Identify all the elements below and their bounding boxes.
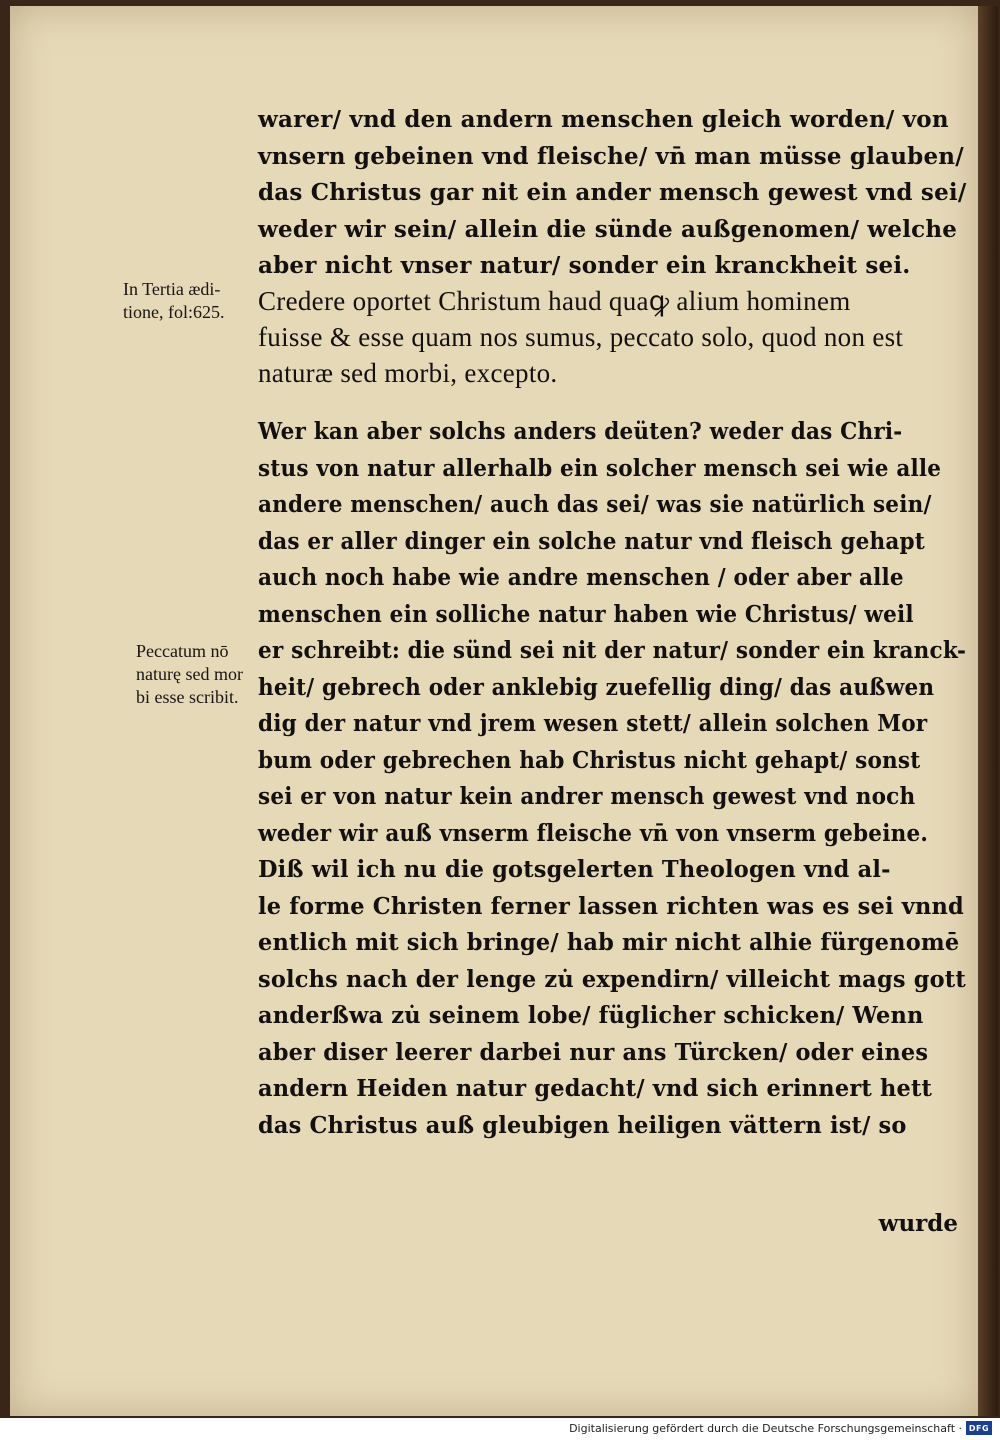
text-line: le forme Christen ferner lassen richten was es sei vnnd	[258, 892, 964, 920]
text-line: sei er von natur kein andrer mensch gewest vnd noch	[258, 783, 916, 810]
text-line: Credere oportet Christum haud quaꝙ alium hominem	[258, 286, 851, 316]
text-line: das Christus gar nit ein ander mensch gewest vnd sei/	[258, 179, 967, 206]
text-line: das Christus auß gleubigen heiligen vättern ist/ so	[258, 1111, 907, 1139]
marginal-note-line: bi esse scribit.	[136, 687, 239, 707]
marginal-note-2	[136, 640, 243, 709]
text-line: heit/ gebrech oder anklebig zuefellig ding/ das außwen	[258, 673, 935, 701]
text-line: aber diser leerer darbei nur ans Türcken/ oder eines	[258, 1038, 929, 1066]
text-line: das er aller dinger ein solche natur vnd fleisch gehapt	[258, 527, 925, 555]
text-line: bum oder gebrechen hab Christus nicht gehapt/ sonst	[258, 746, 921, 774]
marginal-note-1	[123, 278, 225, 324]
footer-credit-text: Digitalisierung gefördert durch die Deutsche Forschungsgemeinschaft ·	[569, 1422, 962, 1435]
text-line: menschen ein solliche natur haben wie Christus/ weil	[258, 600, 914, 628]
marginal-note-line: naturę sed mor	[136, 664, 243, 684]
text-line: er schreibt: die sünd sei nit der natur/ sonder ein kranck-	[258, 637, 967, 664]
text-line: Wer kan aber solchs anders deüten? weder das Chri-	[258, 418, 903, 445]
catchword: wurde	[878, 1210, 958, 1237]
footer-credit	[0, 1418, 1000, 1440]
marginal-note-line: tione, fol:625.	[123, 302, 225, 322]
text-line: entlich mit sich bringe/ hab mir nicht alhie fürgenomē	[258, 929, 960, 956]
text-line: weder wir sein/ allein die sünde außgenomen/ welche	[258, 215, 958, 243]
latin-quotation	[258, 283, 903, 391]
paragraph-2	[258, 414, 1000, 852]
text-line: stus von natur allerhalb ein solcher mensch sei wie alle	[258, 454, 942, 482]
paragraph-1	[258, 102, 966, 285]
text-line: naturæ sed morbi, excepto.	[258, 358, 558, 388]
text-line: Diß wil ich nu die gotsgelerten Theologen vnd al-	[258, 856, 891, 883]
text-line: anderßwa zu̇ seinem lobe/ füglicher schicken/ Wenn	[258, 1002, 924, 1029]
marginal-note-line: In Tertia ædi-	[123, 279, 221, 299]
text-line: aber nicht vnser natur/ sonder ein kranckheit sei.	[258, 252, 911, 279]
marginal-note-line: Peccatum nō	[136, 641, 229, 661]
text-line: dig der natur vnd jrem wesen stett/ allein solchen Mor	[258, 710, 928, 737]
dfg-logo-icon: DFG	[966, 1421, 992, 1435]
text-line: andern Heiden natur gedacht/ vnd sich erinnert hett	[258, 1075, 933, 1102]
text-line: andere menschen/ auch das sei/ was sie natürlich sein/	[258, 491, 932, 518]
text-line: fuisse & esse quam nos sumus, peccato solo, quod non est	[258, 322, 904, 352]
text-line: warer/ vnd den andern menschen gleich worden/ von	[258, 106, 949, 133]
paragraph-3	[258, 852, 983, 1144]
text-line: weder wir auß vnserm fleische vn̄ von vnserm gebeine.	[258, 819, 929, 847]
text-line: solchs nach der lenge zu̇ expendirn/ villeicht mags gott	[258, 965, 966, 993]
text-line: auch noch habe wie andre menschen / oder aber alle	[258, 564, 904, 591]
book-page	[10, 6, 978, 1416]
text-line: vnsern gebeinen vnd fleische/ vn̄ man müsse glauben/	[258, 142, 964, 170]
